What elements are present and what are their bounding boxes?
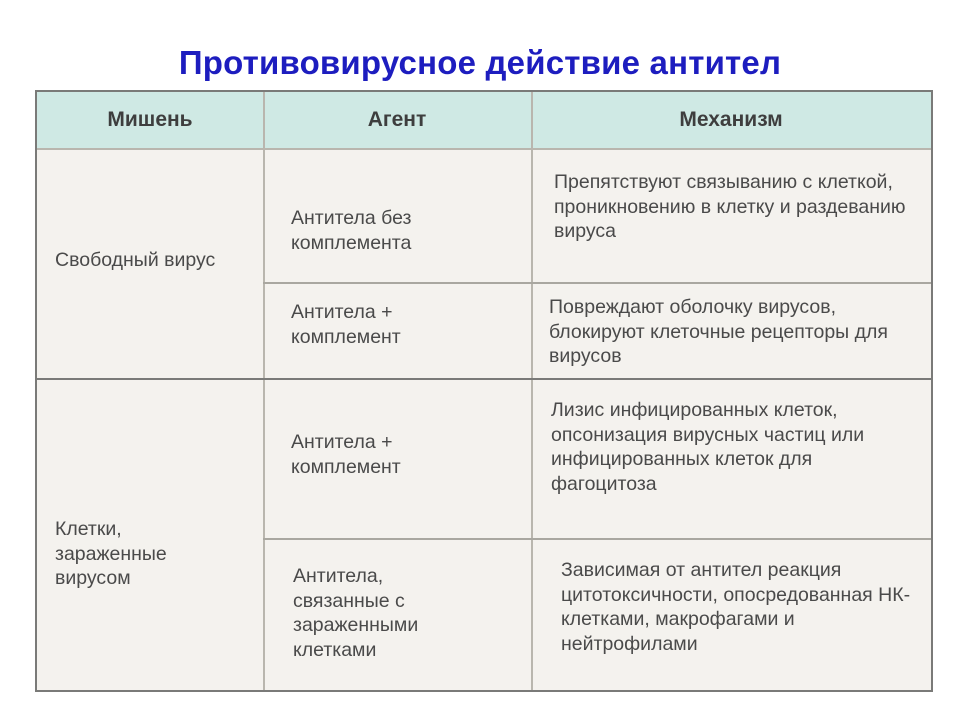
header-agent <box>263 92 531 148</box>
target-free-virus-label: Свободный вирус <box>55 249 216 271</box>
column-divider <box>263 92 265 690</box>
row-divider <box>263 282 931 284</box>
agent-cell <box>291 300 451 349</box>
target-infected-cells <box>55 517 205 591</box>
mechanism-cell <box>554 170 920 244</box>
agent-text: Антитела, связанные с зараженными клетками <box>293 565 419 661</box>
mechanism-cell <box>551 398 921 496</box>
header-mechanism-label: Механизм <box>679 108 783 131</box>
slide-title: Противовирусное действие антител <box>178 44 782 81</box>
agent-cell <box>291 430 451 479</box>
column-divider <box>531 92 533 690</box>
mechanism-text: Препятствуют связыванию с клеткой, проникновению в клетку и раздеванию вируса <box>554 171 906 242</box>
mechanism-text: Лизис инфицированных клеток, опсонизация вирусных частиц или инфицированных клеток для фагоцитоза <box>551 399 865 495</box>
agent-cell <box>291 206 471 255</box>
target-infected-cells-label: Клетки, зараженные вирусом <box>55 518 167 589</box>
header-agent-label: Агент <box>367 108 427 131</box>
mechanism-cell <box>561 558 921 656</box>
header-target <box>37 92 263 148</box>
header-mechanism <box>531 92 931 148</box>
target-free-virus <box>55 248 225 273</box>
agent-text: Антитела + комплемент <box>291 301 401 348</box>
header-target-label: Мишень <box>107 108 193 131</box>
mechanism-text: Зависимая от антител реакция цитотоксичности, опосредованная НК-клетками, макрофагами и нейтрофилами <box>561 559 911 655</box>
agent-text: Антитела без комплемента <box>291 207 412 254</box>
antiviral-table <box>35 90 933 692</box>
header-divider <box>37 148 931 150</box>
group-divider <box>37 378 931 380</box>
agent-text: Антитела + комплемент <box>291 431 401 478</box>
agent-cell <box>293 564 463 662</box>
row-divider <box>263 538 931 540</box>
mechanism-text: Повреждают оболочку вирусов, блокируют клеточные рецепторы для вирусов <box>549 296 888 367</box>
mechanism-cell <box>549 295 925 369</box>
